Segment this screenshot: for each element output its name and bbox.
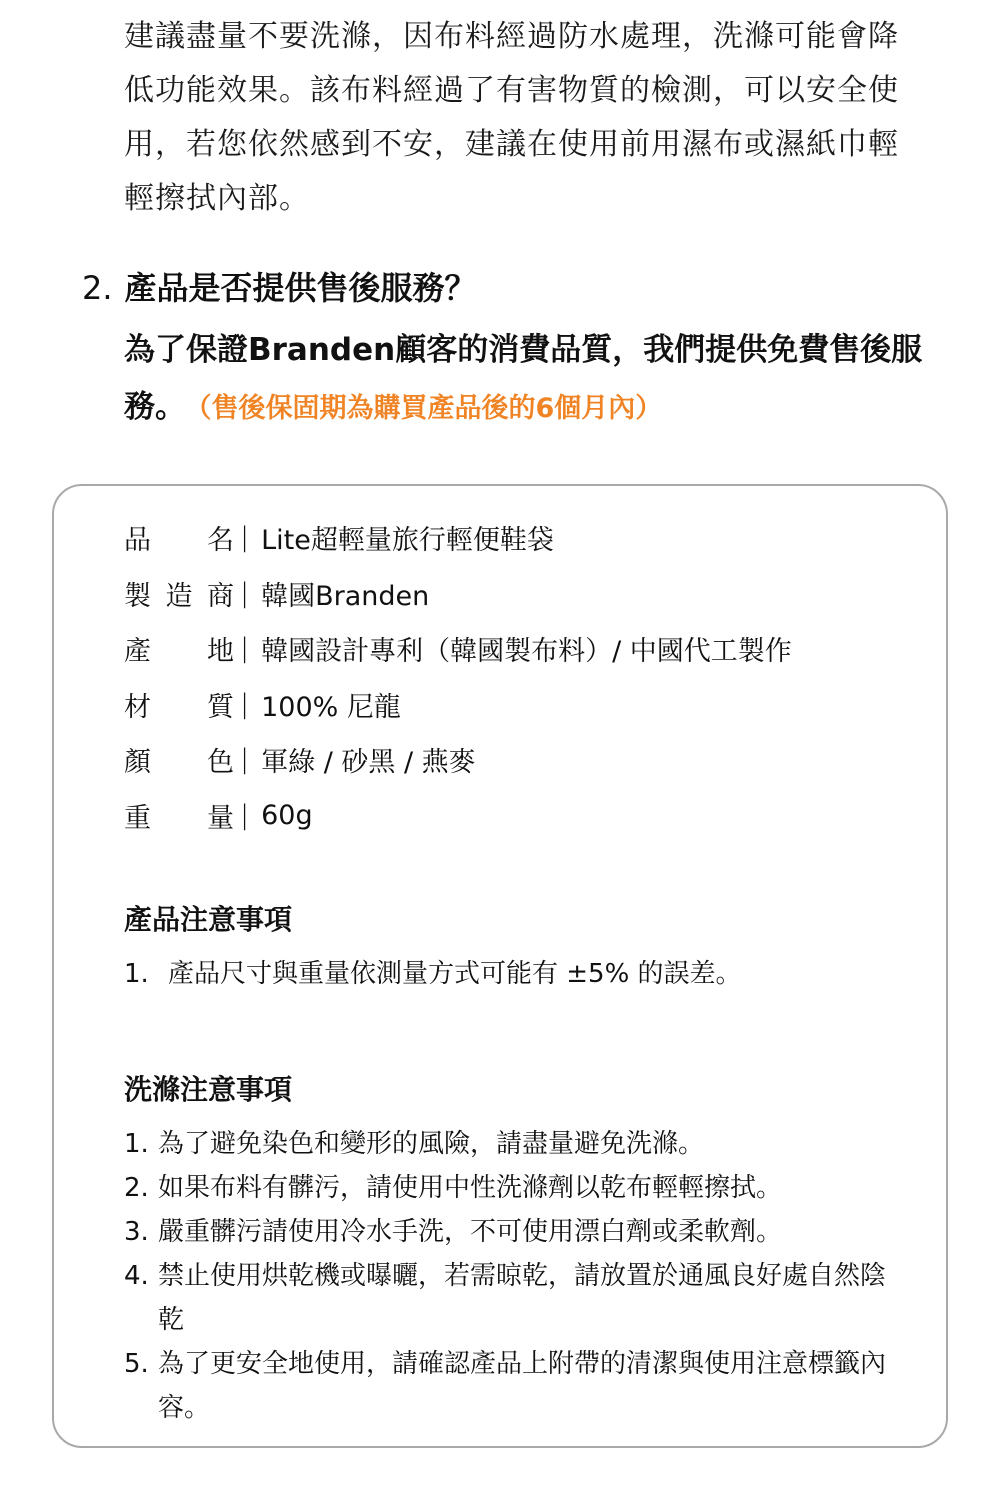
list-item xyxy=(124,1122,904,1166)
list-text: 嚴重髒污請使用冷水手洗，不可使用漂白劑或柔軟劑。 xyxy=(158,1217,783,1247)
spec-separator: | xyxy=(240,577,250,609)
spec-row xyxy=(124,621,792,677)
spec-value: 60g xyxy=(261,799,313,831)
spec-row xyxy=(124,510,792,566)
spec-row xyxy=(124,788,792,844)
spec-value: 韓國Branden xyxy=(261,580,430,612)
spec-value: 100% 尼龍 xyxy=(261,691,401,723)
list-number: 5. xyxy=(124,1349,149,1379)
spec-value: 韓國設計專利（韓國製布料）/ 中國代工製作 xyxy=(261,636,792,668)
list-item xyxy=(124,1166,904,1210)
spec-value: Lite超輕量旅行輕便鞋袋 xyxy=(261,525,554,557)
list-number: 2. xyxy=(124,1173,149,1203)
washing-notes-title: 洗滌注意事項 xyxy=(124,1073,293,1106)
list-text: 禁止使用烘乾機或曝曬，若需晾乾，請放置於通風良好處自然陰乾 xyxy=(158,1261,887,1335)
list-number: 1. xyxy=(124,959,149,989)
spec-separator: | xyxy=(240,688,250,720)
spec-label: 產 地 xyxy=(124,636,234,668)
product-notes-list xyxy=(124,952,904,996)
spec-label: 顏 色 xyxy=(124,747,234,779)
list-item xyxy=(124,1210,904,1254)
spec-separator: | xyxy=(240,633,250,665)
list-text: 產品尺寸與重量依測量方式可能有 ±5% 的誤差。 xyxy=(168,959,742,989)
faq-answer xyxy=(124,322,944,437)
product-notes-title: 產品注意事項 xyxy=(124,903,293,936)
spec-label: 材 質 xyxy=(124,691,234,723)
question-number: 2. xyxy=(82,269,113,307)
list-number: 4. xyxy=(124,1261,149,1291)
spec-row xyxy=(124,566,792,622)
warranty-note: （售後保固期為購買產品後的6個月內） xyxy=(198,393,663,424)
question-title: 產品是否提供售後服務？ xyxy=(124,269,477,307)
list-text: 為了避免染色和變形的風險，請盡量避免洗滌。 xyxy=(158,1129,705,1159)
spec-row xyxy=(124,732,792,788)
spec-label: 品 名 xyxy=(124,525,234,557)
spec-row xyxy=(124,677,792,733)
list-number: 1. xyxy=(124,1129,149,1159)
faq-question xyxy=(82,258,962,318)
list-item xyxy=(124,952,904,996)
list-text: 為了更安全地使用，請確認產品上附帶的清潔與使用注意標籤內容。 xyxy=(158,1349,887,1423)
washing-notes-list xyxy=(124,1122,904,1430)
spec-list xyxy=(124,510,792,843)
product-info-card xyxy=(52,484,948,1448)
list-item xyxy=(124,1342,904,1430)
spec-separator: | xyxy=(240,744,250,776)
spec-separator: | xyxy=(240,799,250,831)
spec-label: 製 造 商 xyxy=(124,580,234,612)
answer-text: 為了保證Branden顧客的消費品質，我們提供免費售後服務。 xyxy=(124,332,923,425)
list-item xyxy=(124,1254,904,1342)
list-text: 如果布料有髒污，請使用中性洗滌劑以乾布輕輕擦拭。 xyxy=(158,1173,783,1203)
spec-label: 重 量 xyxy=(124,802,234,834)
spec-value: 軍綠 / 砂黑 / 燕麥 xyxy=(261,747,476,779)
intro-paragraph: 建議盡量不要洗滌，因布料經過防水處理，洗滌可能會降低功能效果。該布料經過了有害物質的檢測，可以安全使用，若您依然感到不安，建議在使用前用濕布或濕紙巾輕輕擦拭內部。 xyxy=(124,19,899,216)
list-number: 3. xyxy=(124,1217,149,1247)
spec-separator: | xyxy=(240,522,250,554)
